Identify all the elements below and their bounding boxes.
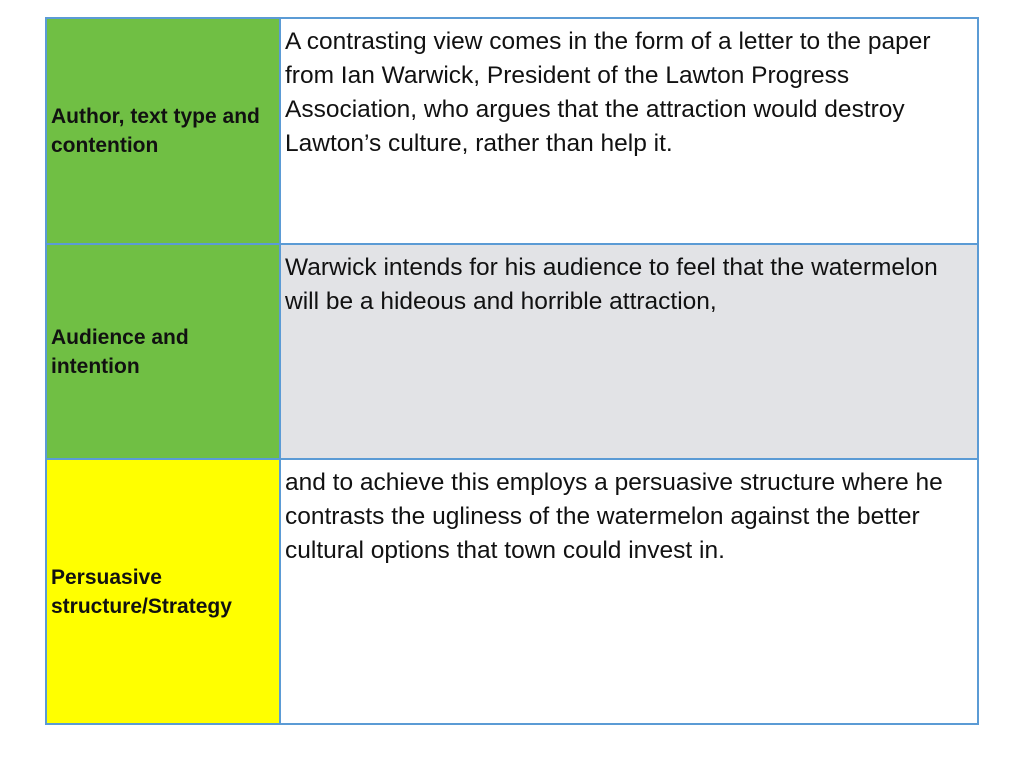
table-row-structure (46, 459, 978, 724)
table-row-audience (46, 244, 978, 459)
row-content: A contrasting view comes in the form of a letter to the paper from Ian Warwick, President of the Lawton Progress Association, who argues that the attraction would destroy Lawton’s culture, rather than help it. (285, 28, 931, 157)
label-cell-author (46, 18, 280, 244)
content-cell-structure (280, 459, 978, 724)
content-cell-author (280, 18, 978, 244)
row-label: Persuasive structure/Strategy (51, 565, 232, 618)
row-label: Author, text type and contention (51, 105, 260, 157)
row-content: and to achieve this employs a persuasive structure where he contrasts the ugliness of the watermelon against the better cultural options that town could invest in. (285, 469, 943, 564)
table-row-author (46, 18, 978, 244)
label-cell-audience (46, 244, 280, 459)
row-content: Warwick intends for his audience to feel that the watermelon will be a hideous and horrible attraction, (285, 254, 938, 315)
analysis-table (45, 17, 979, 725)
row-label: Audience and intention (51, 325, 189, 378)
content-cell-audience (280, 244, 978, 459)
label-cell-structure (46, 459, 280, 724)
